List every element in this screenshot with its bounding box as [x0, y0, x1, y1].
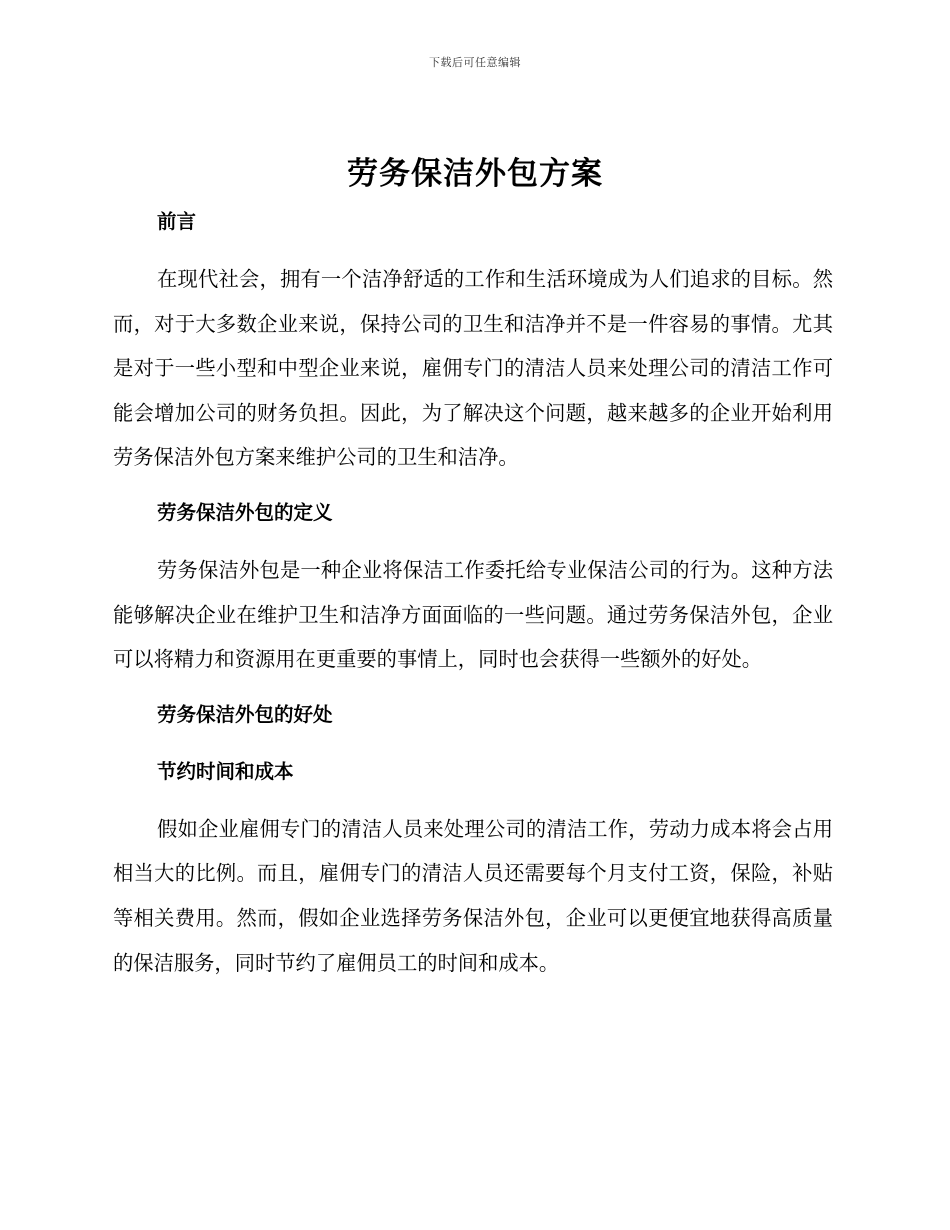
section-heading-save-time-cost: 节约时间和成本 [157, 759, 294, 783]
section-heading-benefits: 劳务保洁外包的好处 [157, 702, 333, 726]
section-heading-definition: 劳务保洁外包的定义 [157, 500, 333, 524]
section-heading-preface: 前言 [157, 210, 197, 233]
section-paragraph-preface: 在现代社会，拥有一个洁净舒适的工作和生活环境成为人们追求的目标。然而，对于大多数企业来说，保持公司的卫生和洁净并不是一件容易的事情。尤其是对于一些小型和中型企业来说，雇佣专门的清洁人员来处理公司的清洁工作可能会增加公司的财务负担。因此，为了解决这个问题，越来越多的企业开始利用劳务保洁外包方案来维护公司的卫生和洁净。 [113, 267, 833, 470]
document-body [113, 200, 833, 985]
section-paragraph-save-time-cost: 假如企业雇佣专门的清洁人员来处理公司的清洁工作，劳动力成本将会占用相当大的比例。而且，雇佣专门的清洁人员还需要每个月支付工资，保险，补贴等相关费用。然而，假如企业选择劳务保洁外包，企业可以更便宜地获得高质量的保洁服务，同时节约了雇佣员工的时间和成本。 [113, 816, 833, 975]
document-title: 劳务保洁外包方案 [347, 156, 603, 192]
header-note: 下载后可任意编辑 [429, 56, 521, 69]
section-paragraph-definition: 劳务保洁外包是一种企业将保洁工作委托给专业保洁公司的行为。这种方法能够解决企业在维护卫生和洁净方面面临的一些问题。通过劳务保洁外包，企业可以将精力和资源用在更重要的事情上，同时也会获得一些额外的好处。 [113, 557, 833, 672]
